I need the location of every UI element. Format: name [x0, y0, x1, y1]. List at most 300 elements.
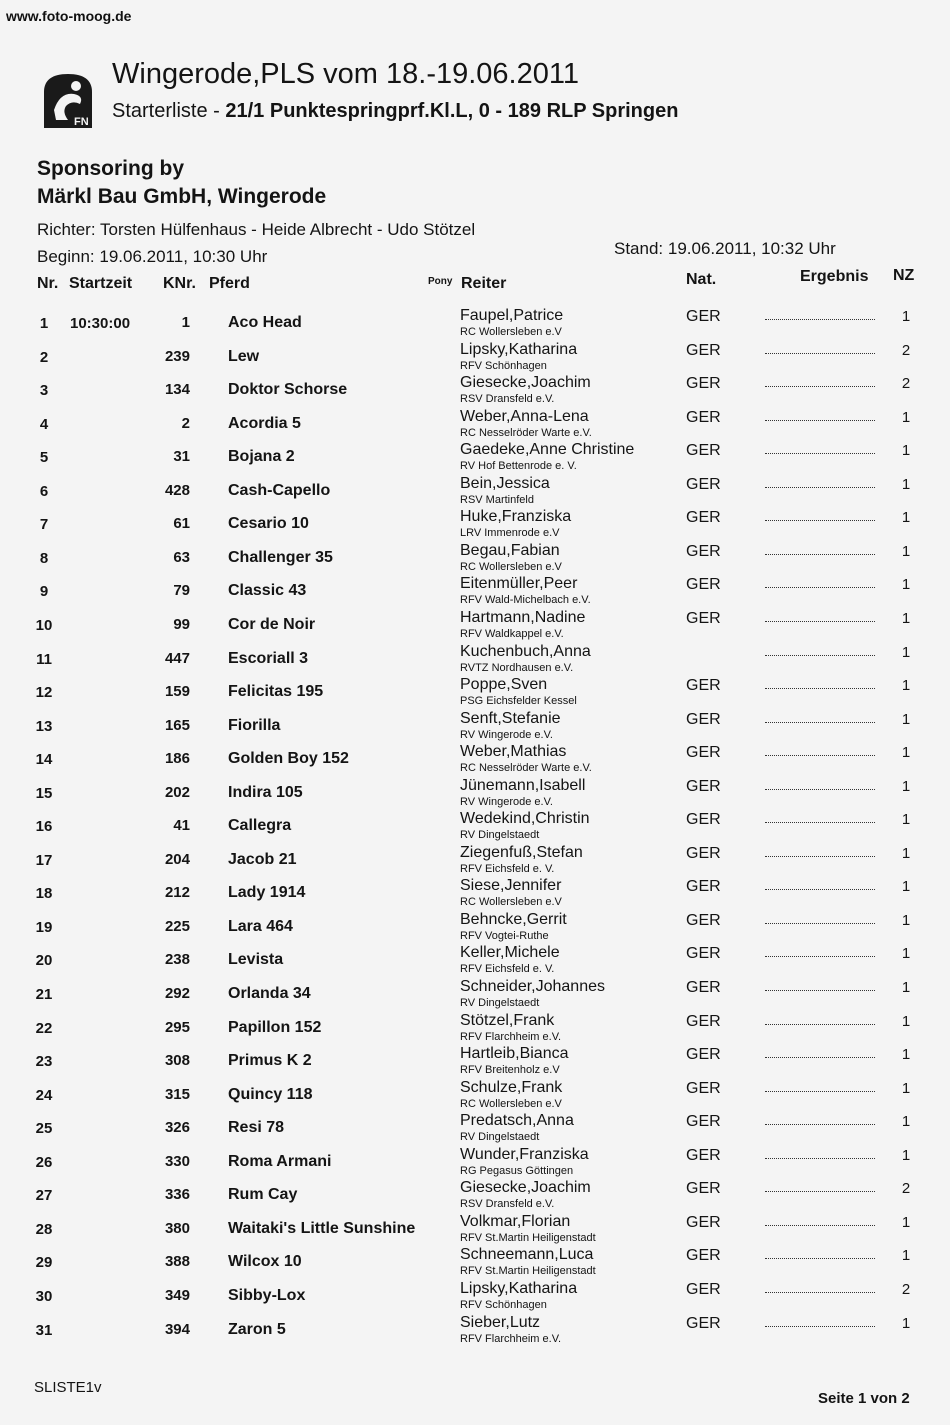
start-number: 30 [35, 1287, 53, 1305]
table-row [0, 709, 950, 742]
rider-club: RC Nesselröder Warte e.V. [460, 762, 592, 775]
nationality: GER [686, 609, 721, 627]
nz-value: 1 [901, 777, 911, 795]
table-row [0, 642, 950, 675]
rider-club: RC Nesselröder Warte e.V. [460, 426, 592, 439]
nationality: GER [686, 1280, 721, 1298]
result-field [765, 855, 875, 857]
horse-number: 447 [164, 649, 190, 667]
nationality: GER [686, 945, 721, 963]
horse-name: Waitaki's Little Sunshine [228, 1219, 416, 1237]
nationality: GER [686, 375, 721, 393]
horse-name: Quincy 118 [228, 1085, 313, 1103]
horse-number: 239 [164, 347, 190, 365]
rider-name: Huke,Franziska [460, 508, 572, 526]
rider-club: RSV Dransfeld e.V. [460, 1198, 555, 1211]
horse-number: 315 [164, 1085, 190, 1103]
rider-name: Gaedeke,Anne Christine [460, 441, 635, 459]
rider-club: RV Hof Bettenrode e. V. [460, 460, 577, 473]
nz-value: 1 [901, 408, 911, 426]
rider-club: RG Pegasus Göttingen [460, 1164, 574, 1177]
table-row [0, 474, 950, 507]
result-field [765, 754, 875, 756]
horse-number: 1 [181, 314, 190, 331]
horse-name: Escoriall 3 [228, 649, 309, 667]
horse-name: Sibby-Lox [228, 1286, 306, 1304]
horse-number: 238 [164, 951, 190, 969]
table-row [0, 843, 950, 876]
table-row [0, 1011, 950, 1044]
rider-club: RFV St.Martin Heiligenstadt [460, 1265, 596, 1278]
result-field [765, 989, 875, 991]
table-row [0, 876, 950, 909]
start-number: 15 [35, 784, 53, 802]
result-field [765, 452, 875, 454]
table-row [0, 1078, 950, 1111]
nz-value: 1 [901, 576, 911, 594]
start-number: 26 [35, 1153, 53, 1171]
result-field [765, 620, 875, 622]
horse-name: Primus K 2 [228, 1052, 312, 1070]
nationality: GER [686, 1146, 721, 1164]
horse-number: 295 [164, 1018, 190, 1036]
result-field [765, 654, 875, 656]
nz-value: 1 [901, 542, 911, 560]
result-field [765, 922, 875, 924]
nationality: GER [686, 1213, 721, 1231]
rider-club: RVTZ Nordhausen e.V. [460, 661, 574, 674]
horse-number: 326 [164, 1119, 190, 1137]
nz-value: 1 [901, 1012, 911, 1030]
start-number: 29 [35, 1254, 53, 1272]
nationality: GER [686, 1314, 721, 1332]
horse-number: 99 [173, 615, 190, 633]
start-number: 17 [35, 851, 53, 869]
nz-value: 1 [901, 811, 911, 829]
horse-number: 2 [181, 414, 190, 432]
nz-value: 1 [901, 878, 911, 896]
nationality: GER [686, 509, 721, 527]
col-nr: Nr. [37, 275, 59, 292]
start-number: 31 [35, 1321, 53, 1339]
nz-value: 1 [901, 308, 911, 325]
nz-value: 1 [901, 1146, 911, 1164]
col-pferd: Pferd [209, 275, 250, 292]
result-field [765, 1325, 875, 1327]
horse-name: Rum Cay [228, 1186, 298, 1204]
horse-name: Bojana 2 [228, 448, 295, 466]
table-row [0, 809, 950, 842]
result-field [765, 1023, 875, 1025]
result-field [765, 1291, 875, 1293]
rider-name: Senft,Stefanie [460, 709, 561, 727]
nationality: GER [686, 408, 721, 426]
start-number: 8 [39, 549, 49, 567]
nz-value: 1 [901, 643, 911, 661]
status-time-line: Stand: 19.06.2011, 10:32 Uhr [614, 239, 836, 258]
horse-number: 165 [164, 716, 190, 734]
rider-name: Poppe,Sven [460, 676, 548, 694]
result-field [765, 1157, 875, 1159]
start-time: 10:30:00 [70, 315, 131, 332]
horse-name: Cesario 10 [228, 515, 309, 533]
result-field [765, 519, 875, 521]
rider-club: RFV Schönhagen [460, 1298, 547, 1311]
nz-value: 1 [901, 744, 911, 762]
rider-name: Begau,Fabian [460, 541, 560, 559]
horse-number: 31 [173, 448, 190, 466]
rider-club: RFV Breitenholz e.V [460, 1064, 560, 1077]
nationality: GER [686, 475, 721, 493]
rider-name: Wedekind,Christin [460, 810, 590, 828]
nationality: GER [686, 744, 721, 762]
rider-club: RFV Flarchheim e.V. [460, 1332, 562, 1345]
rider-name: Lipsky,Katharina [460, 1279, 578, 1297]
result-field [765, 1190, 875, 1192]
table-row [0, 574, 950, 607]
result-field [765, 888, 875, 890]
horse-number: 159 [164, 683, 190, 701]
rider-name: Lipsky,Katharina [460, 340, 578, 358]
start-number: 3 [39, 382, 49, 400]
table-row [0, 1279, 950, 1312]
horse-number: 63 [173, 548, 190, 566]
nz-value: 1 [901, 1213, 911, 1231]
table-row [0, 1111, 950, 1144]
rider-club: PSG Eichsfelder Kessel [460, 695, 577, 708]
start-number: 13 [35, 717, 53, 735]
col-nat: Nat. [686, 271, 717, 288]
start-number: 22 [35, 1019, 53, 1037]
horse-name: Resi 78 [228, 1119, 285, 1137]
rider-name: Giesecke,Joachim [460, 1179, 591, 1197]
nationality: GER [686, 1247, 721, 1265]
rider-club: RV Dingelstaedt [460, 1131, 540, 1144]
start-number: 10 [35, 616, 53, 634]
start-number: 20 [35, 952, 53, 970]
nationality: GER [686, 677, 721, 695]
result-field [765, 955, 875, 957]
start-number: 6 [39, 482, 49, 500]
rider-club: RFV Wald-Michelbach e.V. [460, 594, 591, 607]
start-number: 28 [35, 1220, 53, 1238]
horse-number: 204 [164, 850, 190, 868]
horse-number: 61 [173, 515, 190, 533]
rider-name: Weber,Anna-Lena [460, 407, 589, 425]
start-number: 25 [35, 1120, 53, 1138]
horse-number: 212 [164, 884, 190, 902]
horse-number: 394 [164, 1320, 190, 1338]
horse-number: 134 [164, 381, 190, 399]
horse-number: 388 [164, 1253, 190, 1271]
nationality: GER [686, 911, 721, 929]
nz-value: 2 [901, 375, 911, 393]
horse-name: Felicitas 195 [228, 683, 324, 701]
nz-value: 1 [901, 509, 911, 527]
result-field [765, 352, 875, 354]
subtitle-event: 21/1 Punktespringprf.Kl.L, 0 - 189 RLP Springen [225, 100, 679, 122]
table-row [0, 910, 950, 943]
result-field [765, 486, 875, 488]
result-field [765, 1224, 875, 1226]
horse-number: 349 [164, 1286, 190, 1304]
table-row [0, 1245, 950, 1278]
rider-club: RV Dingelstaedt [460, 997, 540, 1009]
rider-name: Hartmann,Nadine [460, 608, 586, 626]
nz-value: 2 [901, 341, 911, 359]
watermark: www.foto-moog.de [6, 8, 132, 24]
nationality: GER [686, 710, 721, 728]
horse-name: Acordia 5 [228, 414, 301, 432]
horse-number: 41 [173, 817, 190, 835]
result-field [765, 1123, 875, 1125]
horse-name: Cor de Noir [228, 615, 316, 633]
horse-name: Lew [228, 347, 260, 365]
start-number: 24 [35, 1086, 53, 1104]
nationality: GER [686, 1046, 721, 1064]
horse-number: 186 [164, 750, 190, 768]
col-nz: NZ [893, 267, 915, 284]
result-field [765, 1056, 875, 1058]
rider-club: RV Dingelstaedt [460, 829, 540, 842]
nationality: GER [686, 979, 721, 996]
result-field [765, 553, 875, 555]
horse-name: Orlanda 34 [228, 985, 311, 1002]
rider-name: Keller,Michele [460, 944, 560, 962]
table-row [0, 977, 950, 1010]
result-field [765, 419, 875, 421]
table-row [0, 306, 950, 339]
start-number: 23 [35, 1053, 53, 1071]
table-row [0, 373, 950, 406]
result-field [765, 821, 875, 823]
table-row [0, 608, 950, 641]
rider-name: Volkmar,Florian [460, 1212, 571, 1230]
result-field [765, 788, 875, 790]
nationality: GER [686, 878, 721, 896]
horse-name: Lady 1914 [228, 884, 306, 902]
result-field [765, 318, 875, 320]
rider-name: Schneemann,Luca [460, 1246, 594, 1264]
horse-number: 225 [164, 917, 190, 935]
horse-name: Papillon 152 [228, 1018, 322, 1036]
sponsor-heading: Sponsoring by [37, 157, 184, 180]
nationality: GER [686, 442, 721, 460]
nz-value: 1 [901, 710, 911, 728]
rider-club: RC Wollersleben e.V [460, 560, 562, 573]
table-row [0, 776, 950, 809]
nationality: GER [686, 542, 721, 560]
nz-value: 1 [901, 475, 911, 493]
rider-club: RV Wingerode e.V. [460, 795, 553, 808]
horse-name: Challenger 35 [228, 548, 333, 566]
judges-line: Richter: Torsten Hülfenhaus - Heide Albrecht - Udo Stötzel [37, 220, 476, 239]
col-pony: Pony [428, 276, 453, 287]
result-field [765, 1257, 875, 1259]
horse-name: Aco Head [228, 314, 302, 331]
horse-name: Cash-Capello [228, 481, 331, 499]
horse-name: Roma Armani [228, 1152, 332, 1170]
start-number: 27 [35, 1187, 53, 1205]
footer-form-code: SLISTE1v [34, 1379, 102, 1396]
nz-value: 1 [901, 609, 911, 627]
page-title: Wingerode,PLS vom 18.-19.06.2011 [112, 58, 579, 90]
start-number: 5 [39, 449, 49, 467]
nz-value: 2 [901, 1180, 911, 1198]
table-row [0, 1044, 950, 1077]
rider-name: Behncke,Gerrit [460, 910, 567, 928]
nationality: GER [686, 844, 721, 862]
nz-value: 1 [901, 945, 911, 963]
rider-name: Sieber,Lutz [460, 1313, 541, 1331]
rider-club: RC Wollersleben e.V [460, 896, 562, 909]
rider-club: RFV Flarchheim e.V. [460, 1030, 562, 1043]
rider-club: RFV Vogtei-Ruthe [460, 929, 549, 942]
rider-name: Bein,Jessica [460, 474, 550, 492]
rider-name: Jünemann,Isabell [460, 776, 586, 794]
result-field [765, 687, 875, 689]
horse-name: Indira 105 [228, 783, 303, 801]
horse-number: 202 [164, 783, 190, 801]
result-field [765, 721, 875, 723]
rider-name: Predatsch,Anna [460, 1112, 574, 1130]
nz-value: 1 [901, 1046, 911, 1064]
nz-value: 1 [901, 979, 911, 996]
horse-name: Levista [228, 951, 284, 969]
nz-value: 1 [901, 1079, 911, 1097]
rider-name: Stötzel,Frank [460, 1011, 555, 1029]
table-row [0, 340, 950, 373]
rider-name: Hartleib,Bianca [460, 1045, 569, 1063]
start-time-line: Beginn: 19.06.2011, 10:30 Uhr [37, 247, 268, 266]
nationality: GER [686, 1180, 721, 1198]
start-number: 1 [39, 315, 49, 332]
start-number: 2 [39, 348, 49, 366]
subtitle-prefix: Starterliste - [112, 100, 220, 122]
nz-value: 1 [901, 1113, 911, 1131]
nationality: GER [686, 1079, 721, 1097]
start-number: 9 [39, 583, 49, 601]
horse-name: Callegra [228, 817, 292, 835]
start-number: 19 [35, 918, 53, 936]
horse-number: 79 [173, 582, 190, 600]
nationality: GER [686, 777, 721, 795]
svg-text:FN: FN [74, 116, 89, 128]
table-row [0, 541, 950, 574]
page-subtitle [112, 100, 678, 123]
rider-name: Wunder,Franziska [460, 1145, 589, 1163]
fn-logo-icon [40, 70, 96, 130]
col-knr: KNr. [163, 275, 196, 292]
horse-name: Fiorilla [228, 716, 281, 734]
table-row [0, 507, 950, 540]
horse-number: 336 [164, 1186, 190, 1204]
nationality: GER [686, 1012, 721, 1030]
rider-club: RFV Eichsfeld e. V. [460, 963, 555, 976]
horse-number: 330 [164, 1152, 190, 1170]
table-row [0, 943, 950, 976]
horse-name: Wilcox 10 [228, 1253, 302, 1271]
table-row [0, 1145, 950, 1178]
table-row [0, 440, 950, 473]
horse-number: 292 [164, 985, 190, 1002]
rider-club: RC Wollersleben e.V [460, 1097, 562, 1110]
footer-page-number: Seite 1 von 2 [818, 1390, 910, 1407]
table-row [0, 1313, 950, 1346]
rider-name: Schneider,Johannes [460, 978, 605, 995]
rider-club: RFV Schönhagen [460, 359, 547, 372]
table-row [0, 675, 950, 708]
table-row [0, 742, 950, 775]
col-reiter: Reiter [461, 275, 507, 292]
horse-number: 428 [164, 481, 190, 499]
rider-club: LRV Immenrode e.V [460, 527, 560, 540]
rider-name: Eitenmüller,Peer [460, 575, 578, 593]
nationality: GER [686, 1113, 721, 1131]
horse-name: Lara 464 [228, 917, 293, 935]
horse-name: Jacob 21 [228, 850, 297, 868]
horse-name: Classic 43 [228, 582, 307, 600]
rider-club: RFV St.Martin Heiligenstadt [460, 1231, 596, 1244]
nationality: GER [686, 341, 721, 359]
start-number: 12 [35, 684, 53, 702]
table-row [0, 407, 950, 440]
col-ergebnis: Ergebnis [800, 268, 869, 285]
horse-name: Zaron 5 [228, 1320, 286, 1338]
result-field [765, 385, 875, 387]
nationality: GER [686, 576, 721, 594]
horse-name: Golden Boy 152 [228, 750, 349, 768]
start-number: 7 [39, 516, 49, 534]
nationality: GER [686, 811, 721, 829]
rider-club: RFV Waldkappel e.V. [460, 627, 564, 640]
nz-value: 1 [901, 677, 911, 695]
rider-name: Ziegenfuß,Stefan [460, 843, 583, 861]
horse-name: Doktor Schorse [228, 381, 348, 399]
result-field [765, 586, 875, 588]
rider-name: Kuchenbuch,Anna [460, 642, 591, 660]
nationality: GER [686, 308, 721, 325]
nz-value: 1 [901, 1247, 911, 1265]
nz-value: 1 [901, 1314, 911, 1332]
rider-name: Weber,Mathias [460, 743, 567, 761]
start-number: 18 [35, 885, 53, 903]
start-number: 14 [35, 751, 53, 769]
table-row [0, 1212, 950, 1245]
result-field [765, 1090, 875, 1092]
rider-club: RV Wingerode e.V. [460, 728, 553, 741]
rider-name: Siese,Jennifer [460, 877, 562, 895]
sponsor-name: Märkl Bau GmbH, Wingerode [37, 185, 327, 208]
rider-club: RSV Dransfeld e.V. [460, 393, 555, 406]
nz-value: 1 [901, 442, 911, 460]
nz-value: 1 [901, 844, 911, 862]
horse-number: 380 [164, 1219, 190, 1237]
rider-club: RFV Eichsfeld e. V. [460, 862, 555, 875]
rider-name: Faupel,Patrice [460, 307, 564, 324]
start-number: 11 [36, 650, 52, 668]
rider-name: Schulze,Frank [460, 1078, 563, 1096]
start-number: 16 [35, 818, 53, 836]
start-number: 21 [35, 986, 53, 1003]
rider-name: Giesecke,Joachim [460, 374, 591, 392]
horse-number: 308 [164, 1052, 190, 1070]
rider-club: RC Wollersleben e.V [460, 326, 562, 338]
rider-club: RSV Martinfeld [460, 493, 534, 506]
nz-value: 2 [901, 1280, 911, 1298]
col-startzeit: Startzeit [69, 275, 133, 292]
nz-value: 1 [901, 911, 911, 929]
